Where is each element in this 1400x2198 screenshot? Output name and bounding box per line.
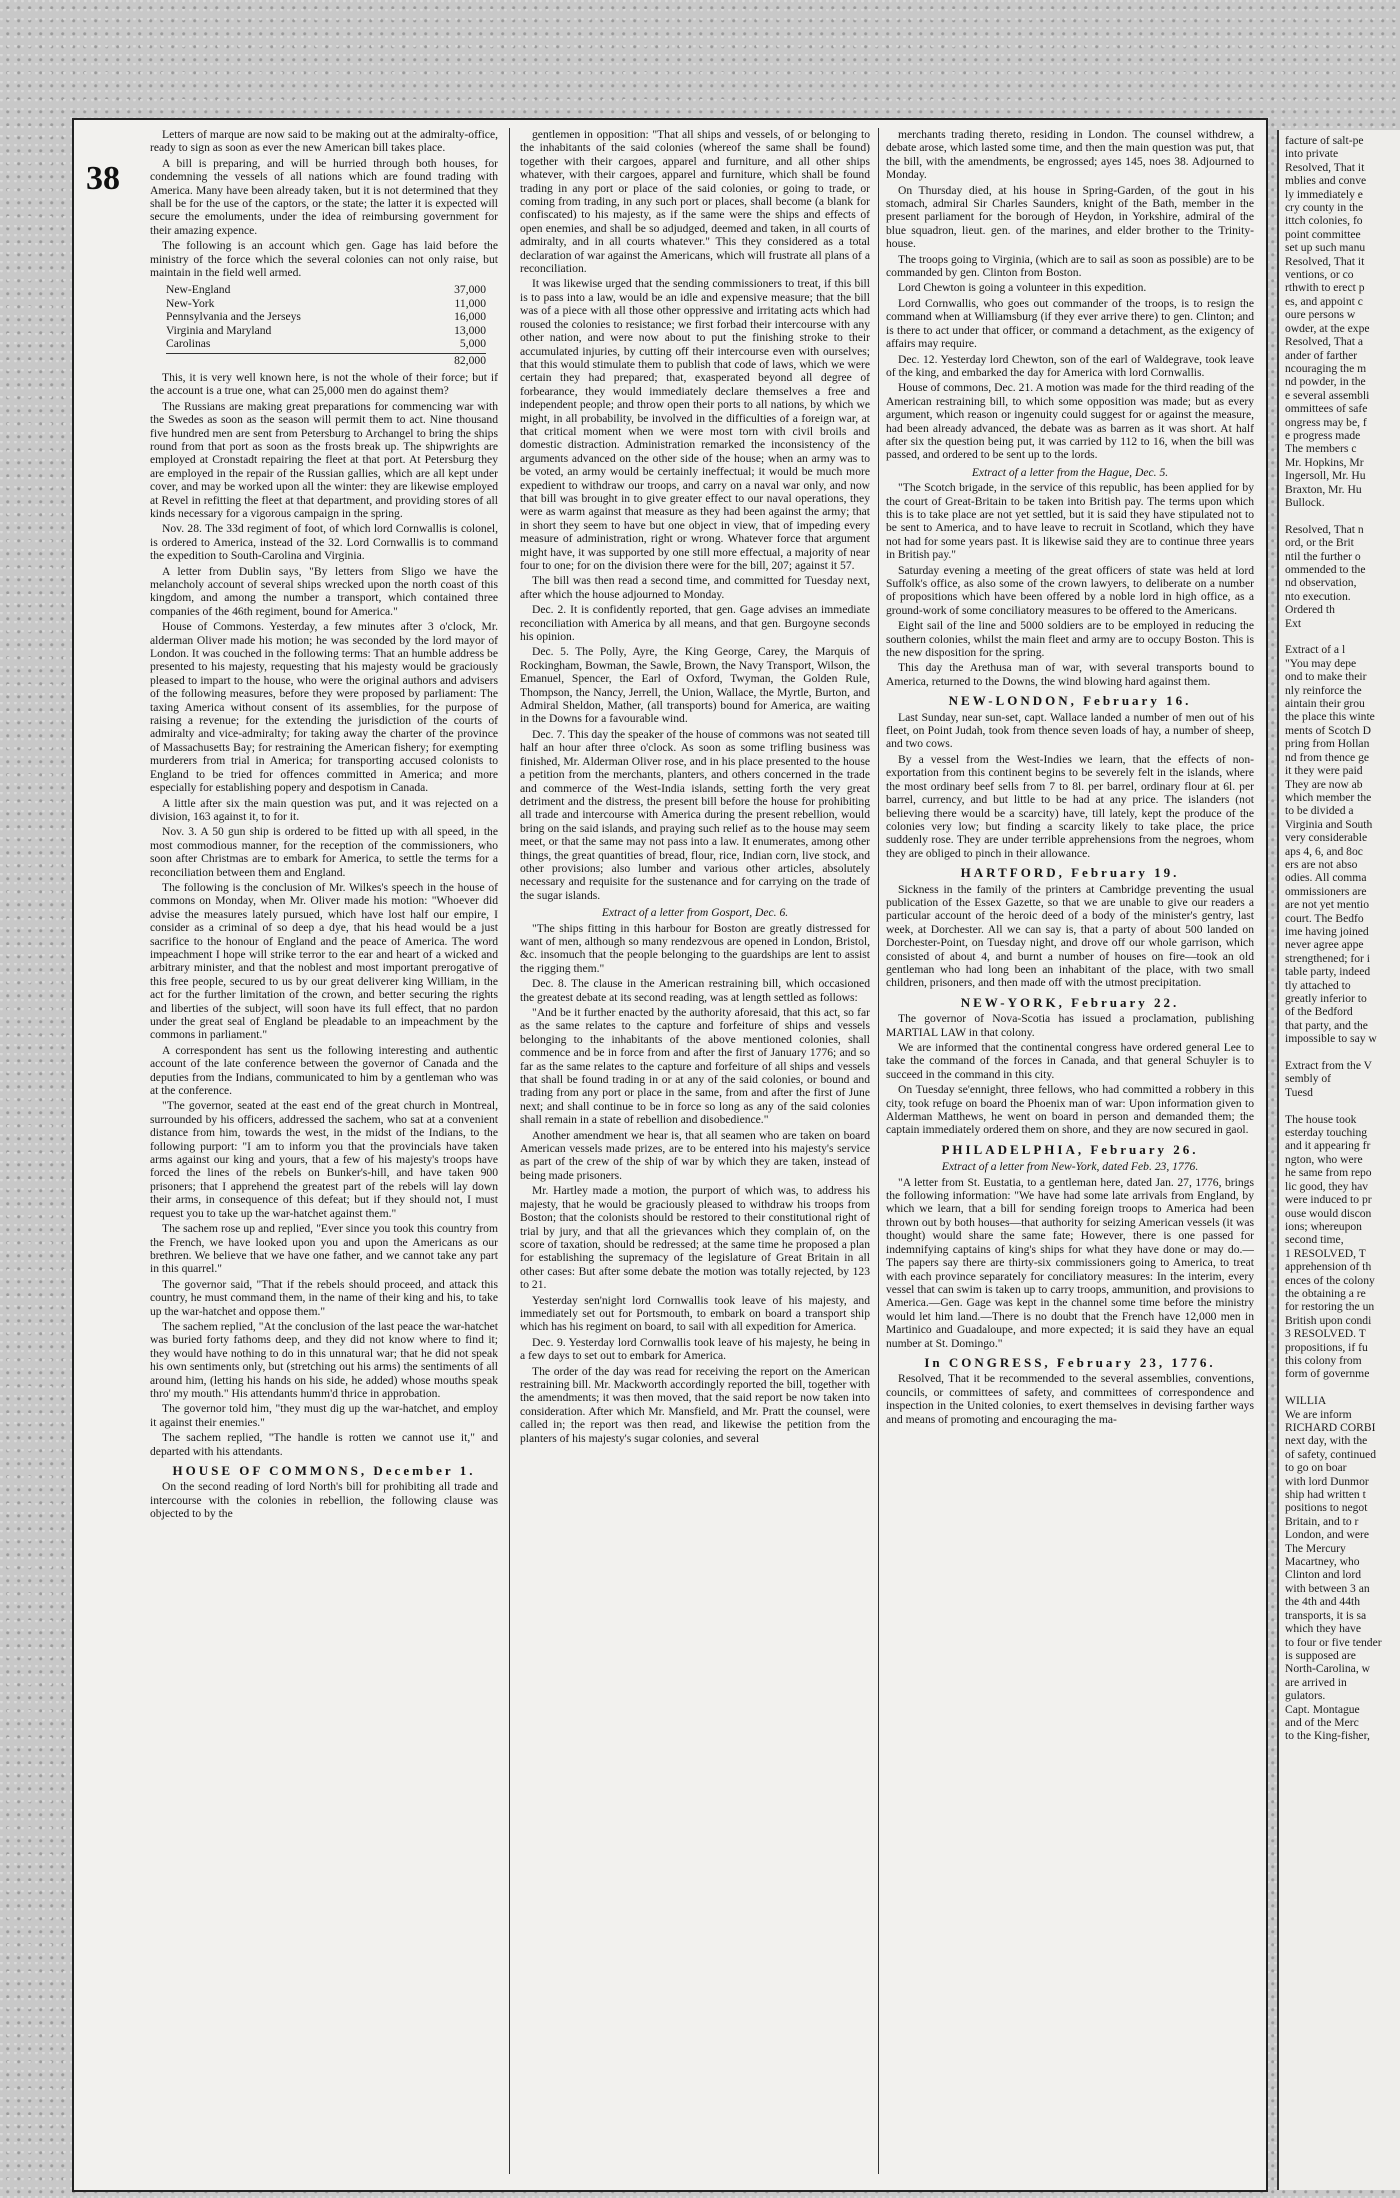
- facing-page-line: ouse would discon: [1285, 1206, 1372, 1220]
- paragraph: "And be it further enacted by the authority aforesaid, that this act, so far as the same relates to the capture and forfeiture of ships and vessels belonging to the inhabitants of the above mentioned colonies, shall commence and be in force from and after the first of January 1776; and so far as the same relates to the capture and forfeiture of all ships and vessels that shall be found trading in or at any of the said colonies, or bound and trading from any port or place in the same, from and after the first of June next; and shall continue to be in force so long as any of the said colonies shall remain in a state of rebellion and disobedience.": [520, 1006, 870, 1127]
- paragraph: House of commons, Dec. 21. A motion was made for the third reading of the American restraining bill, to which some opposition was made; but as every argument, which reason or ingenuity could suggest for or against the measure, had been already advanced, the debate was as barren as it was short. At half after six the question being put, it was carried by 112 to 16, when the bill was passed, and ordered to be sent up to the lords.: [886, 381, 1254, 462]
- paragraph: On Thursday died, at his house in Spring-Garden, of the gout in his stomach, admiral Sir Charles Saunders, knight of the Bath, member in the present parliament for the borough of Heydon, in Yorkshire, admiral of the blue squadron, lieut. gen. of the marines, and elder brother to the Trinity-house.: [886, 183, 1254, 251]
- forces-name: Carolinas: [166, 337, 211, 351]
- facing-page-line: form of governme: [1285, 1367, 1370, 1381]
- dateline-heading: HARTFORD, February 19.: [960, 865, 1180, 881]
- paragraph: It was likewise urged that the sending commissioners to treat, if this bill is to pass into a law, would be an idle and expensive measure; that the bill was of a piece with all those other oppressive and irritating acts which had roused the colonies to resistance; we first forbad their intercourse with any other nation, and were now about to put the finishing stroke to their accumulated injuries, by cutting off their intercourse even with ourselves; that this would stimulate them to publish that code of laws, which we were certain they had prepared; that, exasperated beyond all degree of forbearance, they would immediately declare themselves a free and independent people; and throw open their ports to all nations, by which we might, in all probability, be involved in the difficulties of a foreign war, at that critical moment when we were most torn with civil broils and domestic distraction. Administration remarked the inconsistency of the arguments advanced on the other side of the house; when an army was to be voted, an army would be certainly ineffectual; it would be much more expedient to withdraw our troops, and carry on a naval war only, and now that bill was brought in to give greater effect to our naval operations, they were as warm against that measure as they had been against the army; that in short they seem to have but one object in view, that of impeding every measure of administration, right or wrong. Whatever force that argument might have, it was supported by one still more effectual, a majority of near four to one; for on the division there were for the bill, 207; against it 57.: [520, 277, 870, 572]
- facing-page-line: RICHARD CORBI: [1285, 1421, 1376, 1434]
- column-rule: [509, 128, 510, 2174]
- paragraph: The troops going to Virginia, (which are to sail as soon as possible) are to be commanded by gen. Clinton from Boston.: [886, 252, 1254, 280]
- paragraph: "A letter from St. Eustatia, to a gentleman here, dated Jan. 27, 1776, brings the following information: "We have had some late arrivals from England, by which we learn, that a bill for sending foreign troops to America had been thrown out by both houses—that authority for seizing American vessels (it was thought) would share the same fate; However, there is one passed for indemnifying captains of king's ships for what they have done or may do.—The papers say there are thirty-six commissioners going to America, to treat with each province separately for conciliatory measures: In the interim, every vessel that can swim is taken up to carry troops, ammunition, and provisions to America.—Gen. Gage was kept in the channel some time before the ministry would let him land.—There is no doubt that the French have 12,000 men in Martinico and Guadaloupe, and more expected; it is said they have an equal number at St. Domingo.": [886, 1175, 1254, 1350]
- facing-page-line: rthwith to erect p: [1285, 281, 1365, 295]
- forces-value: 37,000: [454, 283, 486, 297]
- paragraph: Dec. 2. It is confidently reported, that gen. Gage advises an immediate reconciliation with America by all means, and that gen. Burgoyne seconds his opinion.: [520, 603, 870, 644]
- facing-page-line: Macartney, who: [1285, 1555, 1360, 1569]
- facing-page-line: London, and were: [1285, 1528, 1370, 1542]
- facing-page-line: aintain their grou: [1285, 697, 1365, 711]
- facing-page-line: and of the Merc: [1285, 1715, 1359, 1729]
- facing-page-line: greatly inferior to: [1285, 992, 1367, 1005]
- paragraph: Sickness in the family of the printers at Cambridge preventing the usual publication of the Essex Gazette, so that we are unable to give our readers a particular account of the heroic deed of a body of the minister's gentry, last week, at Dorchester. All we can say is, that a party of about 500 landed on Dorchester-Point, on Tuesday night, and drove off our whole garrison, which consisted of about 4, and burnt a number of houses on fire—took an old gentleman who had long been an inhabitant of the place, with two small children, prisoners, and then made off with the utmost precipitation.: [886, 882, 1254, 990]
- facing-page-line: this colony from: [1285, 1353, 1362, 1367]
- facing-page-line: into private: [1285, 147, 1339, 161]
- facing-page-line: Capt. Montague: [1285, 1702, 1360, 1716]
- facing-page-line: to four or five tender: [1285, 1635, 1382, 1649]
- paragraph: Mr. Hartley made a motion, the purport of which was, to address his majesty, that he would be graciously pleased to withdraw his troops from Boston; that the colonists should be restored to their constitutional right of trial by jury, and that all the grievances which they complain of, on the score of taxation, should be redressed; at the same time he proposed a plan for establishing the supremacy of the legislature of Great Britain in all other cases: But after some debate the motion was totally rejected, by 123 to 21.: [520, 1184, 870, 1292]
- paragraph: House of Commons. Yesterday, a few minutes after 3 o'clock, Mr. alderman Oliver made his motion; he was seconded by the lord mayor of London. It was couched in the following terms: That an humble address be presented to his majesty, requesting that his majesty would be graciously pleased to impart to the house, who were the original authors and advisers of the following measures, before they were proposed by parliament: The taxing America without consent of its assemblies, for the purpose of raising a revenue; for the extending the jurisdiction of the courts of admiralty and vice-admiralty; for taking away the charter of the province of Massachusetts Bay; for restraining the American fishery; for exempting murderers from trial in America; for transporting accused colonists to England to be tried for offences committed in America; and more especially for establishing popery and despotism in Canada.: [150, 620, 498, 795]
- forces-name: Pennsylvania and the Jerseys: [166, 310, 301, 324]
- paragraph: Letters of marque are now said to be making out at the admiralty-office, ready to sign as soon as ever the new American bill takes place.: [150, 128, 498, 155]
- facing-page-line: odies. All comma: [1285, 871, 1367, 885]
- paragraph: "The governor, seated at the east end of the great church in Montreal, surrounded by his officers, addressed the sachem, who sat at a convenient distance from him, towards the west, in the midst of the Indians, to the following purport: "I am to inform you that the provincials have taken arms against our king and yours, that a few of his majesty's troops have forced the lines of the rebels on Bunker's-hill, and have taken 900 prisoners; that I apprehend the greatest part of the rebels will lay down their arms, in consequence of this defeat; but if they should not, I must request you to take up the war-hatchet against them.": [150, 1099, 498, 1220]
- facing-page-line: "You may depe: [1285, 656, 1357, 670]
- facing-page-line: ly immediately e: [1285, 187, 1363, 201]
- facing-page-line: which they have: [1285, 1622, 1361, 1636]
- paragraph: This day the Arethusa man of war, with several transports bound to America, returned to the Downs, the wind blowing hard against them.: [886, 661, 1254, 688]
- paragraph: gentlemen in opposition: "That all ships and vessels, of or belonging to the inhabitants of the said colonies (whereof the same shall be found) together with their cargoes, apparel and furniture, and all other ships whatever, with their cargoes, apparel and furniture, which shall be found trading in any port or place of the said colonies, or going to trade, or coming from trading, in any such port or places, shall become (a blank for confiscated) to his majesty, as if the same were the ships and effects of open enemies, and shall be so adjudged, deemed and taken, in all courts of admiralty, and in all courts whatever." This they considered as a total declaration of war against the Americans, which will frustrate all plans of a reconciliation.: [520, 128, 870, 276]
- facing-page-line: impossible to say w: [1285, 1032, 1377, 1046]
- forces-total: 82,000: [166, 353, 486, 367]
- facing-page-line: that party, and the: [1285, 1018, 1368, 1032]
- page-number: 38: [86, 160, 120, 197]
- facing-page-line: es, and appoint c: [1285, 294, 1363, 308]
- paragraph: We are informed that the continental congress have ordered general Lee to take the command of the forces in Canada, and that general Schuyler is to succeed in the command in this city.: [886, 1041, 1254, 1081]
- facing-page-line: ond to make their: [1285, 670, 1367, 684]
- extract-heading: Extract of a letter from New-York, dated Feb. 23, 1776.: [941, 1160, 1199, 1174]
- facing-page-line: Resolved, That it: [1285, 254, 1365, 268]
- facing-page-line: facture of salt-pe: [1285, 134, 1364, 147]
- facing-page-line: ngton, who were: [1285, 1152, 1363, 1166]
- facing-page-line: with between 3 an: [1285, 1581, 1370, 1595]
- paragraph: "The ships fitting in this harbour for Boston are greatly distressed for want of men, although so many rendezvous are opened in London, Bristol, &c. insomuch that the people belonging to the guardships are lent to assist the rigging them.": [520, 921, 870, 975]
- column-rule: [878, 128, 879, 2174]
- facing-page-line: table party, indeed: [1285, 965, 1371, 979]
- paragraph: The governor of Nova-Scotia has issued a proclamation, publishing MARTIAL LAW in that colony.: [886, 1012, 1254, 1039]
- paragraph: merchants trading thereto, residing in London. The counsel withdrew, a debate arose, which lasted some time, and then the main question was put, that the bill, with the amendments, be engrossed; ayes 145, noes 38. Adjourned to Monday.: [886, 128, 1254, 182]
- forces-row: [166, 297, 486, 310]
- facing-page-line: Extract of a l: [1285, 643, 1346, 657]
- forces-name: New-York: [166, 296, 215, 310]
- paragraph: On the second reading of lord North's bill for prohibiting all trade and intercourse with the colonies in rebellion, the following clause was objected to by the: [150, 1480, 498, 1521]
- facing-page-line: ittch colonies, fo: [1285, 214, 1363, 228]
- facing-page-line: the obtaining a re: [1285, 1286, 1366, 1300]
- dateline-heading: NEW-YORK, February 22.: [960, 994, 1180, 1010]
- facing-page-line: the 4th and 44th: [1285, 1595, 1361, 1609]
- paragraph: Dec. 9. Yesterday lord Cornwallis took leave of his majesty, he being in a few days to set out to embark for America.: [520, 1335, 870, 1363]
- paragraph: The sachem rose up and replied, "Ever since you took this country from the French, we have looked upon you and upon the Americans as our brethren. We believe that we have one father, and we cannot take any part in this quarrel.": [150, 1222, 498, 1276]
- paragraph: Dec. 8. The clause in the American restraining bill, which occasioned the greatest debate at its second reading, was at length settled as follows:: [520, 977, 870, 1004]
- facing-page-line: e progress made: [1285, 428, 1361, 442]
- facing-page-line: transports, it is sa: [1285, 1608, 1367, 1622]
- forces-value: 11,000: [454, 296, 486, 310]
- facing-page-line: Ingersoll, Mr. Hu: [1285, 469, 1366, 483]
- facing-page-line: Tuesd: [1285, 1085, 1313, 1099]
- facing-page-line: with lord Dunmor: [1285, 1474, 1369, 1488]
- facing-page-line: nly reinforce the: [1285, 683, 1362, 697]
- dateline-heading: PHILADELPHIA, February 26.: [941, 1141, 1199, 1157]
- paragraph: Eight sail of the line and 5000 soldiers are to be employed in reducing the southern colonies, whilst the main fleet and army are to occupy Boston. This is the new disposition for the spring.: [886, 619, 1254, 660]
- facing-page-line: point committee: [1285, 227, 1361, 241]
- facing-page-line: pring from Hollan: [1285, 737, 1370, 751]
- facing-page-line: Ordered th: [1285, 603, 1335, 617]
- extract-heading: Extract of a letter from Gosport, Dec. 6.: [601, 906, 789, 920]
- column-2: [520, 128, 870, 2178]
- facing-page-line: 3 RESOLVED. T: [1285, 1327, 1366, 1341]
- paragraph: Dec. 5. The Polly, Ayre, the King George, Carey, the Marquis of Rockingham, Bowman, the Sawle, Brown, the Navy Transport, Wilson, the Emanuel, Spencer, the Earl of Oxford, Twyman, the Golden Rule, Thompson, the Nancy, Jerrell, the Union, Wallace, the Myrtle, Burton, and Admiral Sheldon, Mather, (all transports) bound for America, are waiting in the Downs for a favourable wind.: [520, 645, 870, 726]
- paragraph: The sachem replied, "At the conclusion of the last peace the war-hatchet was buried forty fathoms deep, and they did not know where to find it; they would have nothing to do in this unnatural war; that he did not speak his own sentiments only, but (stretching out his arms) the sentiments of all around him, (letting his hands on his side, he added) whose mouths speak thro' my mouth." His attendants humm'd thrice in approbation.: [150, 1319, 498, 1400]
- facing-page-line: to go on boar: [1285, 1461, 1347, 1475]
- facing-page-line: ommissioners are: [1285, 884, 1367, 898]
- facing-page-line: he same from repo: [1285, 1166, 1372, 1180]
- facing-page-line: it they were paid: [1285, 764, 1363, 778]
- facing-page-line: the place this winte: [1285, 710, 1375, 724]
- facing-page-text: [1279, 130, 1400, 1743]
- facing-page-line: esterday touching: [1285, 1126, 1368, 1140]
- facing-page-line: We are inform: [1285, 1407, 1352, 1421]
- paragraph: Dec. 7. This day the speaker of the house of commons was not seated till half an hour after three o'clock. As soon as some trifling business was finished, Mr. Alderman Oliver rose, and in his place presented to the house a petition from the merchants, planters, and others concerned in the trade and commerce of the West-India islands, setting forth the very great detriment and the distress, the present bill before the house for prohibiting all trade and intercourse with America during the present rebellion, would bring on the said islands, and praying such relief as to the house may seem meet, or that the same may not pass into a law. It enumerates, among other things, the great quantities of bread, flour, rice, Indian corn, live stock, and other provisions; also lumber and various other articles, absolutely necessary and requisite for the sustenance and for carrying on the trade of the sugar islands.: [520, 727, 870, 902]
- paragraph: The following is the conclusion of Mr. Wilkes's speech in the house of commons on Monday, when Mr. Oliver made his motion: "Whoever did advise the measures lately pursued, which have lost half our empire, I consider as a criminal of so deep a dye, that his head would be a just sacrifice to the honour of England and the peace of America. The word impeachment I hope will strike terror to the ear and heart of a wicked and arbitrary minister, and that the noblest and most important prerogative of this free people, secured to us by our great deliverer king William, in the act for the further limitation of the crown, and better securing the rights and liberties of the subject, will soon have its full effect, that no pardon under the great seal of England be pleadable to an impeachment by the commons in parliament.": [150, 880, 498, 1042]
- facing-page-line: The Mercury: [1285, 1541, 1346, 1555]
- facing-page-line: ime having joined: [1285, 924, 1369, 938]
- facing-page-line: [1279, 509, 1400, 522]
- facing-page-line: Mr. Hopkins, Mr: [1285, 455, 1364, 469]
- paragraph: On Tuesday se'ennight, three fellows, who had committed a robbery in this city, took refuge on board the Phoenix man of war: Upon information given to Alderman Matthews, he went on board in person and demanded them; the captain immediately ordered them on shore, and they are now secured in gaol.: [886, 1083, 1254, 1137]
- paragraph: Yesterday sen'night lord Cornwallis took leave of his majesty, and immediately set out for Portsmouth, to embark on board a transport ship which has his regiment on board, to sail with all expedition for America.: [520, 1293, 870, 1334]
- paragraph: Nov. 28. The 33d regiment of foot, of which lord Cornwallis is colonel, is ordered to America, instead of the 32. Lord Cornwallis is to command the expedition to South-Carolina and Virginia.: [150, 522, 498, 563]
- facing-page-line: Resolved, That a: [1285, 335, 1364, 349]
- dateline-heading: NEW-LONDON, February 16.: [948, 693, 1192, 709]
- facing-page-line: very considerable: [1285, 831, 1368, 845]
- facing-page-line: Braxton, Mr. Hu: [1285, 482, 1362, 496]
- facing-page-line: ongress may be, f: [1285, 415, 1367, 429]
- paragraph: A correspondent has sent us the following interesting and authentic account of the late conference between the governor of Canada and the deputies from the Indians, communicated to him by a gentleman who was at the conference.: [150, 1043, 498, 1098]
- paragraph: Nov. 3. A 50 gun ship is ordered to be fitted up with all speed, in the most commodious manner, for the reception of the commissioners, who soon after Christmas are to embark for America, to settle the terms for a reconciliation between them and England.: [150, 825, 498, 879]
- forces-value: 16,000: [454, 310, 486, 324]
- facing-page-line: oure persons w: [1285, 308, 1356, 322]
- column-3: [886, 128, 1254, 2178]
- facing-page-line: are not yet mentio: [1285, 898, 1370, 912]
- facing-page-line: The members c: [1285, 442, 1357, 456]
- facing-page-line: e several assembli: [1285, 388, 1370, 402]
- facing-page-line: cry county in the: [1285, 201, 1364, 215]
- forces-row: [166, 337, 486, 350]
- paragraph: The following is an account which gen. Gage has laid before the ministry of the force which the several colonies can not only raise, but maintain in the field well armed.: [150, 239, 498, 280]
- facing-page-line: to the King-fisher,: [1285, 1729, 1370, 1743]
- facing-page-line: gulators.: [1285, 1689, 1326, 1703]
- facing-page-line: [1279, 1046, 1400, 1059]
- facing-page-line: Ext: [1285, 616, 1302, 630]
- paragraph: A letter from Dublin says, "By letters from Sligo we have the melancholy account of several ships wrecked upon the north coast of this kingdom, and among the number a transport, which contained three companies of the 46th regiment, bound for America.": [150, 564, 498, 618]
- facing-page-line: nd observation,: [1285, 576, 1357, 590]
- facing-page-line: ers are not abso: [1285, 857, 1358, 871]
- facing-page-line: positions to negot: [1285, 1501, 1368, 1515]
- facing-page-line: [1279, 1381, 1400, 1394]
- facing-page-line: aps 4, 6, and 8oc: [1285, 844, 1363, 858]
- facing-page-line: ord, or the Brit: [1285, 536, 1354, 550]
- facing-page-line: [1279, 1099, 1400, 1112]
- paragraph: "The Scotch brigade, in the service of this republic, has been applied for by the court of Great-Britain to be taken into British pay. The terms upon which this is to take place are not yet settled, but it is said they have stipulated not to be sent to America, and to have leave to recruit in Scotland, which they have not had for some years past. It is likewise said they are to continue three years in British pay.": [886, 481, 1254, 562]
- forces-name: Virginia and Maryland: [166, 323, 272, 337]
- facing-page-line: court. The Bedfo: [1285, 911, 1364, 925]
- facing-page-line: which member the: [1285, 790, 1372, 804]
- facing-page-line: apprehension of th: [1285, 1260, 1372, 1274]
- facing-page-line: The house took: [1285, 1112, 1357, 1126]
- forces-row: [166, 310, 486, 323]
- paragraph: The sachem replied, "The handle is rotten we cannot use it," and departed with his attendants.: [150, 1431, 498, 1458]
- facing-page-line: never agree appe: [1285, 938, 1364, 952]
- facing-page-line: Virginia and South: [1285, 817, 1373, 831]
- column-1: [150, 128, 498, 2178]
- facing-page-line: and it appearing fr: [1285, 1139, 1371, 1153]
- facing-page-line: sembly of: [1285, 1072, 1332, 1086]
- facing-page-line: of the Bedford: [1285, 1005, 1353, 1019]
- paragraph: Lord Cornwallis, who goes out commander of the troops, is to resign the command when at Williamsburg (if they ever arrive there) to gen. Clinton; and is there to act under that officer, or command a detachment, as the exigency of affairs may require.: [886, 296, 1254, 351]
- facing-page-line: ntil the further o: [1285, 549, 1361, 563]
- forces-row: [166, 324, 486, 337]
- facing-page-line: [1279, 630, 1400, 643]
- facing-page-line: ander of farther: [1285, 348, 1358, 362]
- facing-page-line: WILLIA: [1285, 1394, 1327, 1408]
- facing-page-line: 1 RESOLVED, T: [1285, 1246, 1366, 1260]
- paragraph: Last Sunday, near sun-set, capt. Wallace landed a number of men out of his fleet, on Point Judah, took from thence seven loads of hay, a number of sheep, and two cows.: [886, 710, 1254, 751]
- facing-page-fragment: [1277, 130, 1400, 2190]
- paragraph: The governor told him, "they must dig up the war-hatchet, and employ it against their enemies.": [150, 1402, 498, 1429]
- facing-page-line: ommittees of safe: [1285, 402, 1368, 416]
- paragraph: The bill was then read a second time, and committed for Tuesday next, after which the house adjourned to Monday.: [520, 574, 870, 601]
- facing-page-line: are arrived in: [1285, 1675, 1347, 1689]
- forces-value: 13,000: [454, 323, 486, 337]
- paragraph: Lord Chewton is going a volunteer in this expedition.: [898, 281, 1147, 295]
- facing-page-line: is supposed are: [1285, 1648, 1356, 1662]
- facing-page-line: tly attached to: [1285, 978, 1351, 992]
- facing-page-line: nto execution.: [1285, 589, 1351, 603]
- paragraph: Saturday evening a meeting of the great officers of state was held at lord Suffolk's office, as also some of the crown lawyers, to deliberate on a number of propositions which have been offered by a noble lord in high office, as a ground-work of some conciliatory measures to be offered to the Americans.: [886, 563, 1254, 617]
- facing-page-line: owder, at the expe: [1285, 321, 1370, 335]
- facing-page-line: ences of the colony: [1285, 1273, 1375, 1287]
- facing-page-line: North-Carolina, w: [1285, 1662, 1371, 1676]
- facing-page-line: ship had written t: [1285, 1488, 1366, 1502]
- facing-page-line: They are now ab: [1285, 777, 1363, 791]
- paragraph: A little after six the main question was put, and it was rejected on a division, 163 against it, to for it.: [150, 796, 498, 823]
- paragraph: The governor said, "That if the rebels should proceed, and attack this country, he must command them, in the name of their king and his, to take up the war-hatchet and oppose them.": [150, 1277, 498, 1318]
- facing-page-line: Clinton and lord: [1285, 1568, 1361, 1582]
- facing-page-line: ments of Scotch D: [1285, 723, 1371, 737]
- forces-table: [166, 283, 486, 366]
- facing-page-line: Resolved, That n: [1285, 522, 1364, 536]
- facing-page-line: strengthened; for i: [1285, 951, 1370, 965]
- facing-page-line: propositions, if fu: [1285, 1340, 1368, 1354]
- facing-page-line: ions; whereupon: [1285, 1219, 1362, 1233]
- facing-page-line: Britain, and to r: [1285, 1514, 1359, 1528]
- facing-page-line: Bullock.: [1285, 495, 1325, 509]
- facing-page-line: mblies and conve: [1285, 174, 1367, 188]
- paragraph: This, it is very well known here, is not the whole of their force; but if the account is a true one, what can 25,000 men do against them?: [150, 370, 498, 398]
- facing-page-line: ncouraging the m: [1285, 361, 1367, 375]
- paragraph: Another amendment we hear is, that all seamen who are taken on board American vessels made prizes, are to be entered into his majesty's service as part of the crew of the ship of war by which they are taken, instead of being made prisoners.: [520, 1128, 870, 1182]
- forces-row: [166, 283, 486, 296]
- forces-value: 5,000: [459, 337, 486, 351]
- facing-page-line: were induced to pr: [1285, 1193, 1372, 1207]
- facing-page-line: ommended to the: [1285, 563, 1366, 576]
- paragraph: By a vessel from the West-Indies we learn, that the effects of non-exportation from this continent begins to be severely felt in the islands, where the most ordinary beef sells from 7 to 8l. per barrel, ordinary flour at 6l. per barrel, currency, and but little to be had at any price. The islanders (not believing there would be a scarcity) have, till lately, kept the produce of the colonies very low; but finding a scarcity likely to take place, the price suddenly rose. They are under terrible apprehensions from the negroes, whom they are obliged to pinch in their allowance.: [886, 752, 1254, 860]
- dateline-heading: In CONGRESS, February 23, 1776.: [924, 1354, 1216, 1370]
- facing-page-line: for restoring the un: [1285, 1300, 1375, 1314]
- paragraph: Dec. 12. Yesterday lord Chewton, son of the earl of Waldegrave, took leave of the king, and embarked the day for America with lord Cornwallis.: [886, 352, 1254, 379]
- facing-page-line: set up such manu: [1285, 241, 1366, 255]
- paragraph: A bill is preparing, and will be hurried through both houses, for condemning the vessels of all nations which are found trading with America. Many have been already taken, but it is not determined that they shall be for the use of the captors, or the state; the latter it is expected will secure the emoluments, under the idea of reimbursing government for their amazing expence.: [150, 156, 498, 237]
- facing-page-line: second time,: [1285, 1233, 1344, 1247]
- forces-name: New-England: [166, 283, 231, 297]
- facing-page-line: nd powder, in the: [1285, 375, 1366, 389]
- extract-heading: Extract of a letter from the Hague, Dec. 5.: [971, 465, 1169, 479]
- facing-page-line: British upon condi: [1285, 1313, 1372, 1327]
- facing-page-line: lic good, they hav: [1285, 1179, 1369, 1193]
- section-heading: HOUSE OF COMMONS, December 1.: [172, 1463, 476, 1478]
- facing-page-line: to be divided a: [1285, 804, 1354, 818]
- paragraph: Resolved, That it be recommended to the several assemblies, conventions, councils, or committees of safety, and committees of correspondence and inspection in the United colonies, to exert themselves in devising farther ways and means of promoting and encouraging the ma-: [886, 1372, 1254, 1426]
- paragraph: The order of the day was read for receiving the report on the American restraining bill. Mr. Mackworth accordingly reported the bill, together with the amendments; it was then moved, that the said report be now taken into consideration. After which Mr. Mansfield, and Mr. Pratt the counsel, were called in; the report was then read, and likewise the petition from the planters of his majesty's sugar colonies, and several: [520, 1364, 870, 1445]
- facing-page-line: of safety, continued: [1285, 1447, 1377, 1461]
- facing-page-line: nd from thence ge: [1285, 750, 1370, 764]
- paragraph: The Russians are making great preparations for commencing war with the Swedes as soon as the season will permit them to act. Nine thousand five hundred men are sent from Petersburg to Archangel to bring the ships round from that port as soon as the frosts break up. The shipwrights are employed at Cronstadt repairing the fleet at that port. At Petersburg they are employed in the repair of the Russian gallies, which are all kept under cover, and may be worked upon all the winter: they are likewise employed at Revel in refitting the fleet at that department, and providing stores of all kinds necessary for a vigorous campaign in the spring.: [150, 399, 498, 520]
- facing-page-line: Resolved, That it: [1285, 160, 1365, 174]
- facing-page-line: ventions, or co: [1285, 268, 1354, 282]
- facing-page-line: Extract from the V: [1285, 1059, 1373, 1073]
- facing-page-line: next day, with the: [1285, 1434, 1368, 1448]
